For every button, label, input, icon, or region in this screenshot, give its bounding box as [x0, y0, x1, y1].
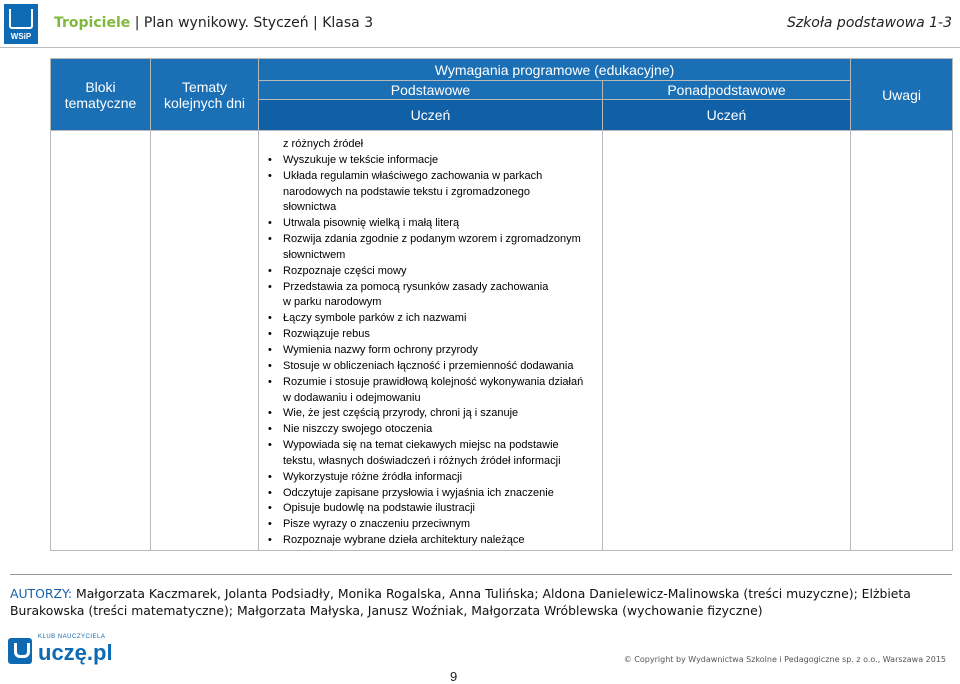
authors-text: Małgorzata Kaczmarek, Jolanta Podsiadły, Monika Rogalska, Anna Tulińska; Aldona Danielewicz-Malinowska (treści muzyczne); Elżbieta Burakowska (treści matematyczne); Małgorzata Małyska, Janusz Woźniak, Małgorzata Wróblewska (wychowanie fizyczne)	[10, 586, 911, 618]
requirements-list	[268, 137, 596, 549]
col-header-uwagi: Uwagi	[851, 59, 953, 131]
ucze-pl-logo	[8, 634, 113, 670]
requirement-item: tekstu, własnych doświadczeń i różnych źródeł informacji	[283, 454, 561, 467]
requirement-item: • Nie niszczy swojego otoczenia	[268, 422, 596, 438]
club-label: KLUB NAUCZYCIELA	[38, 634, 106, 640]
requirement-item: • Układa regulamin właściwego zachowania w parkach	[268, 169, 596, 185]
cell-ponadpodstawowe	[603, 131, 851, 551]
requirement-item: w dodawaniu i odejmowaniu	[283, 391, 421, 404]
requirement-item: • Wykorzystuje różne źródła informacji	[268, 470, 596, 486]
col-header-ponadpodstawowe: Ponadpodstawowe	[603, 81, 851, 100]
requirement-item: w parku narodowym	[283, 296, 382, 309]
col-header-bloki: Bloki tematyczne	[51, 59, 151, 131]
page-number: 9	[450, 669, 458, 684]
requirement-item: • Wypowiada się na temat ciekawych miejsc na podstawie	[268, 438, 596, 454]
requirements-table	[50, 58, 953, 551]
col-header-uczen-basic: Uczeń	[259, 100, 603, 131]
cell-bloki	[51, 131, 151, 551]
cell-tematy	[151, 131, 259, 551]
requirement-item: • Wyszukuje w tekście informacje	[268, 153, 596, 169]
wsip-logo	[4, 4, 38, 44]
requirement-item: • Opisuje budowlę na podstawie ilustracji	[268, 501, 596, 517]
school-level: Szkoła podstawowa 1-3	[786, 15, 952, 31]
site-name: uczę.pl	[38, 640, 113, 665]
requirement-item: • Odczytuje zapisane przysłowia i wyjaśnia ich znaczenie	[268, 486, 596, 502]
series-name: Tropiciele	[54, 15, 131, 31]
requirement-item: • Przedstawia za pomocą rysunków zasady zachowania	[268, 280, 596, 296]
requirement-item: • Pisze wyrazy o znaczeniu przeciwnym	[268, 517, 596, 533]
requirement-item: • Wie, że jest częścią przyrody, chroni ją i szanuje	[268, 406, 596, 422]
requirement-item: narodowych na podstawie tekstu i zgromadzonego	[283, 185, 531, 198]
cell-podstawowe	[259, 131, 603, 551]
col-header-uczen-advanced: Uczeń	[603, 100, 851, 131]
document-title	[54, 15, 373, 31]
wsip-logo-icon	[9, 9, 33, 29]
requirement-item: z różnych źródeł	[283, 138, 364, 150]
requirement-item: • Stosuje w obliczeniach łączność i przemienność dodawania	[268, 359, 596, 375]
requirement-item: • Rozpoznaje części mowy	[268, 264, 596, 280]
authors-note	[10, 585, 952, 619]
page-header	[0, 0, 960, 48]
requirement-item: • Wymienia nazwy form ochrony przyrody	[268, 343, 596, 359]
requirement-item: słownictwa	[283, 201, 337, 214]
requirement-item: • Rozwija zdania zgodnie z podanym wzorem i zgromadzonym	[268, 232, 596, 248]
requirement-item: • Rozpoznaje wybrane dzieła architektury należące	[268, 533, 596, 549]
col-header-wymagania: Wymagania programowe (edukacyjne)	[259, 59, 851, 81]
footer-divider	[10, 574, 952, 575]
ucze-logo-icon	[8, 638, 32, 664]
authors-label: AUTORZY:	[10, 586, 73, 601]
wsip-logo-text: WSiP	[10, 32, 32, 41]
requirement-item: • Łączy symbole parków z ich nazwami	[268, 311, 596, 327]
cell-uwagi	[851, 131, 953, 551]
requirement-item: słownictwem	[283, 248, 346, 261]
requirement-item: • Rozwiązuje rebus	[268, 327, 596, 343]
copyright-notice: © Copyright by Wydawnictwa Szkolne i Pedagogiczne sp. z o.o., Warszawa 2015	[623, 655, 946, 664]
requirement-item: • Rozumie i stosuje prawidłową kolejność wykonywania działań	[268, 375, 596, 391]
header-divider	[0, 47, 960, 48]
col-header-tematy: Tematy kolejnych dni	[151, 59, 259, 131]
col-header-podstawowe: Podstawowe	[259, 81, 603, 100]
requirement-item: • Utrwala pisownię wielką i małą literą	[268, 216, 596, 232]
plan-title: | Plan wynikowy. Styczeń | Klasa 3	[134, 15, 374, 31]
